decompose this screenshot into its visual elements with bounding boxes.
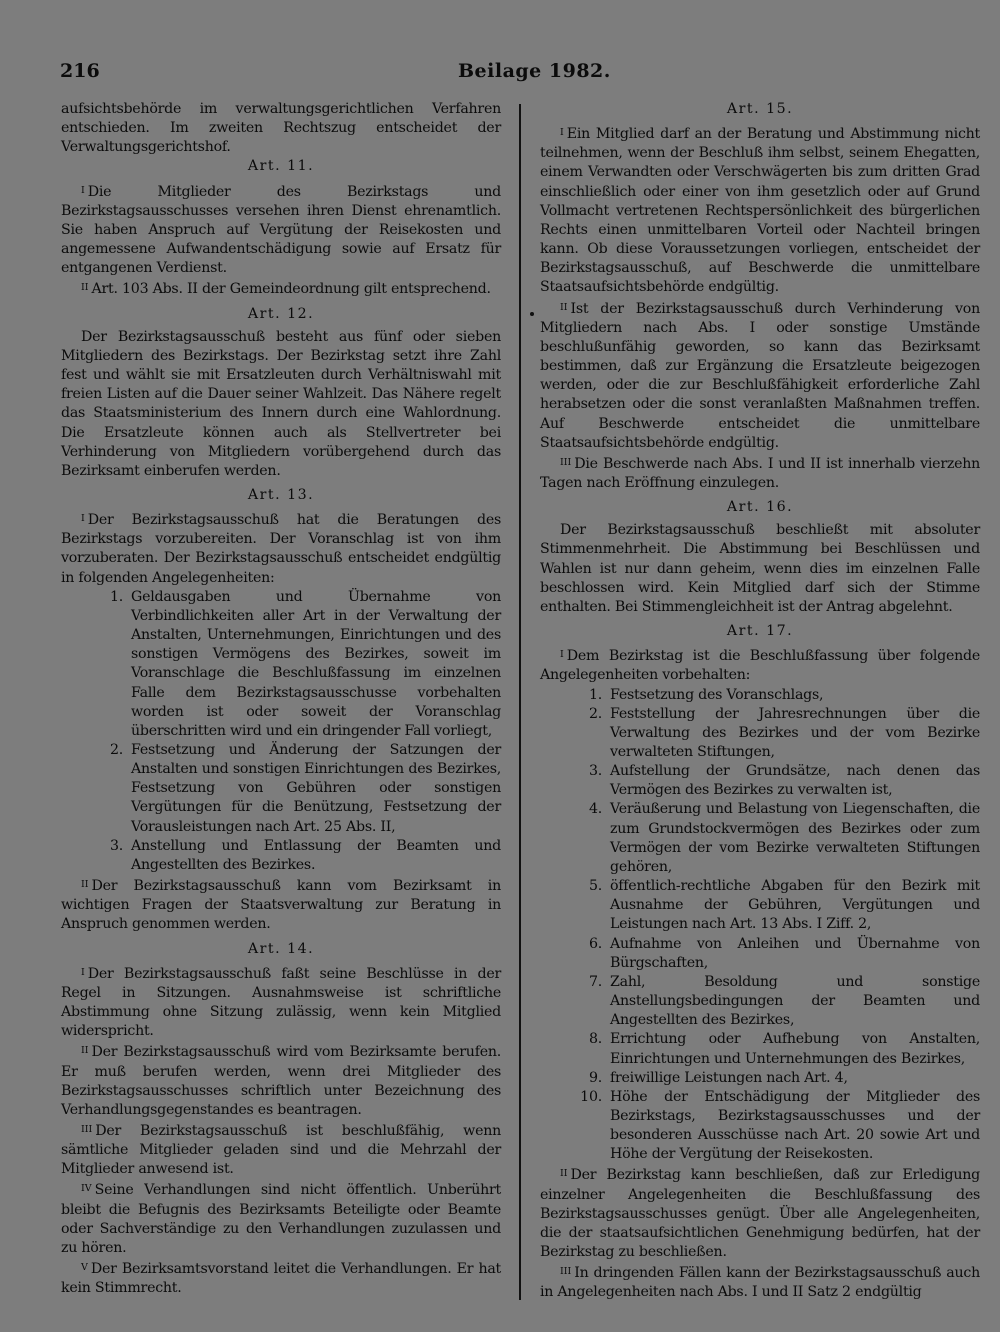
list-item bbox=[540, 1088, 980, 1165]
article-heading: Art. 12. bbox=[247, 305, 315, 322]
article-heading: Art. 15. bbox=[726, 101, 794, 117]
list-item bbox=[540, 762, 980, 800]
paragraph bbox=[61, 1120, 501, 1179]
list-text: Höhe der Entschädigung der Mitglieder des Bezirkstags, Bezirkstagsausschusses und der besonderen Ausschüsse nach Art. 20 sowie Art und Höhe der Vergütung der Reisekosten. bbox=[610, 1088, 980, 1163]
list-item bbox=[540, 1069, 980, 1088]
list-item bbox=[61, 837, 501, 875]
list-number: 1. bbox=[109, 588, 123, 605]
article-heading: Art. 16. bbox=[726, 499, 794, 516]
column-divider bbox=[519, 104, 521, 1300]
paragraph-text: Dem Bezirkstag ist die Beschlußfassung über folgende Angelegenheiten vorbehalten: bbox=[540, 648, 980, 684]
paragraph-text: Der Bezirkstagsausschuß wird vom Bezirksamte berufen. Er muß berufen werden, wenn drei Mitglieder des Bezirkstagsausschusses schriftlich unter Bezeichnung des Verhandlungsgegenstandes es beantragen. bbox=[61, 1044, 501, 1118]
paragraph bbox=[540, 1262, 980, 1302]
paragraph bbox=[540, 645, 980, 685]
list-text: Zahl, Besoldung und sonstige Anstellungsbedingungen der Beamten und Angestellten des Bezirkes, bbox=[610, 973, 980, 1029]
paragraph-mark: II bbox=[560, 1168, 568, 1180]
list-text: öffentlich-rechtliche Abgaben für den Bezirk mit Ausnahme der Gebühren, Vergütungen und Leistungen nach Art. 13 Abs. I Ziff. 2, bbox=[610, 878, 980, 933]
list-number: 10. bbox=[580, 1088, 602, 1105]
paragraph-text: In dringenden Fällen kann der Bezirkstagsausschuß auch in Angelegenheiten nach Abs. I und II Satz 2 endgültig bbox=[540, 1265, 980, 1301]
list-number: 6. bbox=[588, 935, 602, 952]
article-heading: Art. 14. bbox=[247, 940, 315, 957]
numbered-list bbox=[61, 588, 501, 875]
list-item bbox=[540, 686, 980, 705]
paragraph bbox=[540, 453, 980, 493]
list-text: Anstellung und Entlassung der Beamten und Angestellten des Bezirkes. bbox=[131, 837, 501, 873]
paragraph bbox=[540, 123, 980, 297]
paragraph bbox=[61, 181, 501, 279]
left-column bbox=[61, 100, 501, 1298]
right-column bbox=[540, 100, 980, 1303]
paragraph bbox=[61, 1041, 501, 1120]
list-number: 1. bbox=[588, 686, 602, 703]
list-number: 5. bbox=[588, 878, 602, 895]
list-text: Festsetzung und Änderung der Satzungen der Anstalten und sonstigen Einrichtungen des Bezirkes, Festsetzung von Gebühren oder sonstigen Vergütungen für die Benützung, Festsetzung der Vorausleistungen nach Art. 25 Abs. II, bbox=[131, 742, 501, 835]
list-item bbox=[540, 705, 980, 762]
list-text: Feststellung der Jahresrechnungen über die Verwaltung des Bezirkes und der vom Bezirke verwalteten Stiftungen, bbox=[610, 705, 980, 760]
list-item bbox=[540, 1030, 980, 1068]
list-number: 2. bbox=[109, 742, 123, 758]
paragraph bbox=[61, 278, 501, 299]
list-item bbox=[540, 935, 980, 973]
paragraph-text: Die Beschwerde nach Abs. I und II ist innerhalb vierzehn Tagen nach Eröffnung einzulegen. bbox=[540, 455, 980, 491]
paragraph-text: Der Bezirkstagsausschuß hat die Beratungen des Bezirkstags vorzubereiten. Der Voranschlag ist von ihm vorzuberaten. Der Bezirkstagsausschuß entscheidet endgültig in folgenden Angelegenheiten: bbox=[61, 512, 501, 586]
list-number: 7. bbox=[588, 973, 602, 990]
paragraph-mark: I bbox=[560, 127, 564, 139]
paragraph-mark: II bbox=[81, 879, 89, 891]
list-text: Aufnahme von Anleihen und Übernahme von Bürgschaften, bbox=[610, 935, 980, 971]
list-number: 3. bbox=[109, 837, 123, 854]
paragraph-text: Seine Verhandlungen sind nicht öffentlich. Unberührt bleibt die Befugnis des Bezirksamts Beteiligte oder Beamte oder Sachverständige zu den Verhandlungen zuzulassen und zu hören. bbox=[61, 1182, 501, 1256]
page-title: Beilage 1982. bbox=[458, 60, 611, 82]
list-number: 3. bbox=[588, 763, 602, 780]
paragraph-text: Der Bezirkstag kann beschließen, daß zur Erledigung einzelner Angelegenheiten die Beschlußfassung des Bezirkstagsausschusses genügt. Über alle Angelegenheiten, die der staatsaufsichtlichen Genehmigung bedürfen, hat der Bezirkstag zu beschließen. bbox=[540, 1167, 980, 1261]
paragraph-mark: V bbox=[81, 1262, 88, 1274]
paragraph-mark: I bbox=[81, 966, 85, 978]
list-text: freiwillige Leistungen nach Art. 4, bbox=[610, 1069, 848, 1086]
paragraph-text: Der Bezirkstagsausschuß faßt seine Beschlüsse in der Regel in Sitzungen. Ausnahmsweise ist schriftliche Abstimmung ohne Sitzung zulässig, wenn kein Mitglied widerspricht. bbox=[61, 965, 501, 1040]
paragraph bbox=[61, 875, 501, 934]
margin-mark bbox=[530, 312, 534, 316]
list-number: 2. bbox=[588, 705, 602, 722]
paragraph bbox=[540, 298, 980, 453]
article-heading: Art. 17. bbox=[726, 623, 794, 640]
paragraph: Der Bezirkstagsausschuß beschließt mit absoluter Stimmenmehrheit. Die Abstimmung bei Beschlüssen und Wahlen ist nur dann geheim, wenn dies im einzelnen Falle beschlossen wird. Kein Mitglied darf sich der Stimme enthalten. Bei Stimmengleichheit ist der Antrag abgelehnt. bbox=[540, 522, 980, 615]
list-number: 4. bbox=[588, 801, 602, 818]
paragraph-mark: IV bbox=[81, 1183, 92, 1195]
intro-paragraph: aufsichtsbehörde im verwaltungsgerichtlichen Verfahren entschieden. Im zweiten Rechtszug entscheidet der Verwaltungsgerichtshof. bbox=[61, 101, 501, 156]
paragraph-mark: II bbox=[81, 282, 89, 294]
list-item bbox=[61, 741, 501, 837]
page-number: 216 bbox=[60, 60, 100, 82]
paragraph-mark: II bbox=[81, 1045, 89, 1057]
list-text: Aufstellung der Grundsätze, nach denen das Vermögen des Bezirkes zu verwalten ist, bbox=[610, 763, 980, 799]
paragraph bbox=[61, 1179, 501, 1258]
paragraph bbox=[61, 1258, 501, 1298]
list-text: Festsetzung des Voranschlags, bbox=[610, 686, 824, 703]
list-text: Veräußerung und Belastung von Liegenschaften, die zum Grundstockvermögen des Bezirkes oder zum Vermögen der vom Bezirke verwalteten Stiftungen gehören, bbox=[610, 801, 980, 875]
list-text: Errichtung oder Aufhebung von Anstalten, Einrichtungen und Unternehmungen des Bezirkes, bbox=[610, 1031, 980, 1067]
article-heading: Art. 11. bbox=[247, 158, 315, 175]
paragraph bbox=[61, 963, 501, 1042]
list-item bbox=[540, 973, 980, 1030]
list-number: 8. bbox=[588, 1031, 602, 1048]
paragraph-text: Die Mitglieder des Bezirkstags und Bezirkstagsausschusses versehen ihren Dienst ehrenamtlich. Sie haben Anspruch auf Vergütung der Reisekosten und angemessene Aufwandentschädigung sowie auf Ersatz für entgangenen Verdienst. bbox=[61, 183, 501, 277]
paragraph: Der Bezirkstagsausschuß besteht aus fünf oder sieben Mitgliedern des Bezirkstags. Der Bezirkstag setzt ihre Zahl fest und wählt sie mit Ersatzleuten durch Verhältniswahl mit freien Listen auf die Dauer seiner Wahlzeit. Das Nähere regelt das Staatsministerium des Innern durch eine Wahlordnung. Die Ersatzleute können auch als Stellvertreter bei Verhinderung von Mitgliedern vorübergehend durch das Bezirksamt einberufen werden. bbox=[61, 328, 501, 479]
list-item bbox=[540, 800, 980, 877]
paragraph-mark: II bbox=[560, 301, 568, 313]
article-heading: Art. 13. bbox=[247, 486, 315, 503]
paragraph-mark: III bbox=[560, 1266, 572, 1278]
list-item bbox=[61, 588, 501, 741]
paragraph-mark: I bbox=[81, 184, 85, 196]
paragraph-text: Ein Mitglied darf an der Beratung und Abstimmung nicht teilnehmen, wenn der Beschluß ihm selbst, seinem Ehegatten, einem Verwandten oder Verschwägerten bis zum dritten Grad einschließlich oder einer von ihm gesetzlich oder auf Grund Vollmacht vertretenen Rechtspersönlichkeit des bürgerlichen Rechts einen unmittelbaren Vorteil oder Nachteil bringen kann. Ob diese Voraussetzungen vorliegen, entscheidet der Bezirkstagsausschuß, auf Beschwerde die unmittelbare Staatsaufsichtsbehörde endgültig. bbox=[540, 126, 980, 296]
numbered-list bbox=[540, 686, 980, 1165]
paragraph-mark: I bbox=[560, 649, 564, 661]
paragraph bbox=[540, 1164, 980, 1262]
paragraph-text: Ist der Bezirkstagsausschuß durch Verhinderung von Mitgliedern nach Abs. I oder sonstige Umstände beschlußunfähig geworden, so kann das Bezirksamt bestimmen, daß zur Ergänzung die Ersatzleute beigezogen werden, oder die zur Beschlußfähigkeit erforderliche Zahl herabsetzen oder die sonst veranlaßten Maßnahmen treffen. Auf Beschwerde entscheidet die unmittelbare Staatsaufsichtsbehörde endgültig. bbox=[540, 300, 980, 451]
list-number: 9. bbox=[588, 1069, 602, 1086]
paragraph-text: Der Bezirkstagsausschuß kann vom Bezirksamt in wichtigen Fragen der Staatsverwaltung zur Beratung in Anspruch genommen werden. bbox=[61, 878, 501, 933]
paragraph-mark: III bbox=[560, 456, 572, 468]
paragraph-mark: III bbox=[81, 1123, 93, 1135]
paragraph-text: Der Bezirkstagsausschuß ist beschlußfähig, wenn sämtliche Mitglieder geladen sind und die Mehrzahl der Mitglieder anwesend ist. bbox=[61, 1122, 501, 1178]
paragraph-text: Art. 103 Abs. II der Gemeindeordnung gilt entsprechend. bbox=[91, 281, 491, 298]
paragraph-mark: I bbox=[81, 513, 85, 525]
paragraph bbox=[61, 509, 501, 588]
list-text: Geldausgaben und Übernahme von Verbindlichkeiten aller Art in der Verwaltung der Anstalten, Unternehmungen, Einrichtungen und des sonstigen Vermögens des Bezirkes, soweit im Voranschlage die Beschlußfassung im einzelnen Falle dem Bezirkstagsausschusse vorbehalten worden ist oder soweit der Voranschlag überschritten wird und ein dringender Fall vorliegt, bbox=[131, 588, 501, 739]
paragraph-text: Der Bezirksamtsvorstand leitet die Verhandlungen. Er hat kein Stimmrecht. bbox=[61, 1261, 501, 1297]
list-item bbox=[540, 877, 980, 934]
